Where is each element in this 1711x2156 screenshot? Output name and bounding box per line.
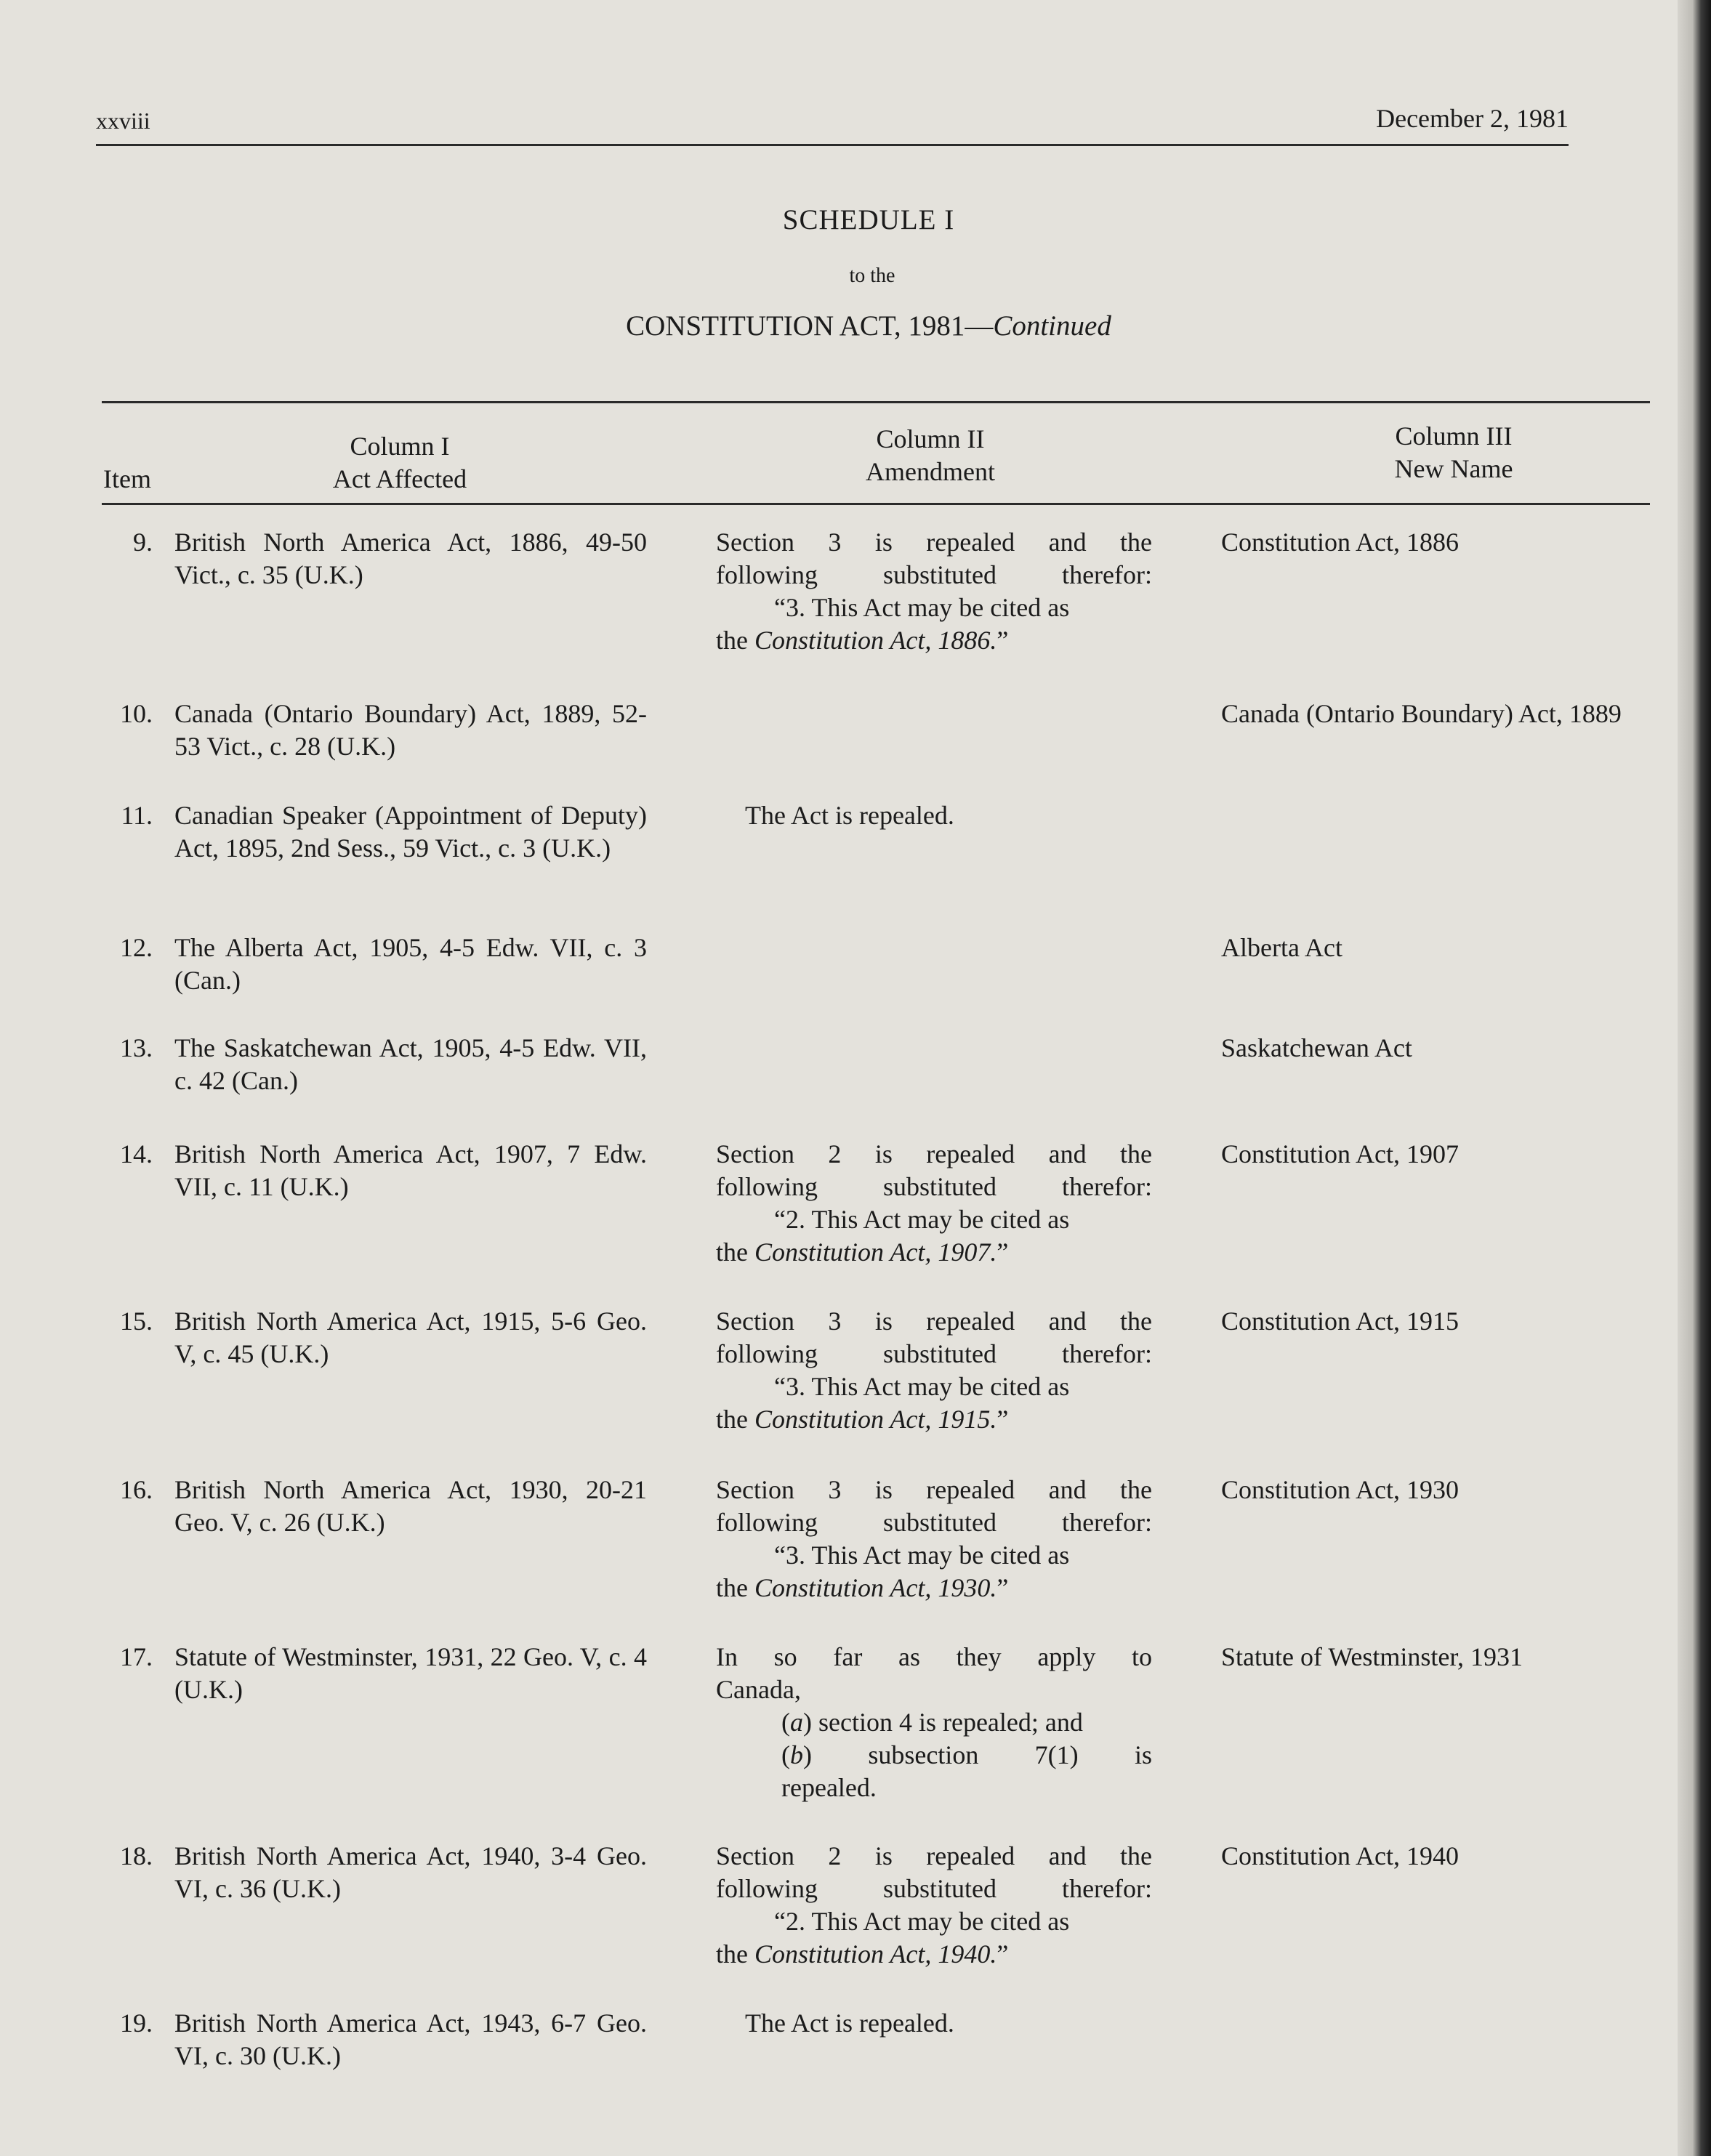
amendment-line: [716, 1403, 1152, 1436]
schedule-title: SCHEDULE I: [782, 204, 955, 235]
page-date: December 2, 1981: [1376, 104, 1569, 133]
amendment-line: Section 2 is repealed and the: [716, 1841, 1152, 1870]
act-affected: Canadian Speaker (Appointment of Deputy) Act, 1895, 2nd Sess., 59 Vict., c. 3 (U.K.): [174, 801, 647, 863]
amendment-line: [716, 1236, 1152, 1269]
amendment-text: ”: [997, 1405, 1009, 1434]
amendment: [716, 2007, 1152, 2040]
column-header-amendment: [749, 423, 1112, 488]
amendment-text: ”: [997, 1573, 1009, 1602]
amendment-line: following substituted therefor:: [716, 1172, 1152, 1201]
item-number: 19.: [120, 2008, 153, 2038]
new-name: Constitution Act, 1930: [1221, 1475, 1460, 1504]
act-affected: British North America Act, 1940, 3-4 Geo. VI, c. 36 (U.K.): [174, 1841, 647, 1903]
column-header-label: Column II: [876, 424, 985, 453]
amendment-line: Section 3 is repealed and the: [716, 528, 1152, 557]
column-header-item: Item: [103, 464, 151, 493]
amendment-text: Constitution Act, 1907.: [754, 1238, 997, 1267]
amendment-text: b: [790, 1740, 803, 1769]
amendment-text: ) subsection 7(1) is: [803, 1740, 1152, 1769]
amendment-text: ) section 4 is repealed; and: [803, 1708, 1083, 1737]
page-header: [96, 104, 1569, 146]
column-header-act-affected: [276, 430, 523, 496]
act-title-continued: Continued: [993, 310, 1111, 342]
new-name: Constitution Act, 1915: [1221, 1307, 1460, 1336]
amendment-line: following substituted therefor:: [716, 1508, 1152, 1537]
amendment-line: following substituted therefor:: [716, 1339, 1152, 1368]
act-title: [0, 310, 1711, 342]
amendment: [716, 1305, 1152, 1436]
amendment: [716, 1840, 1152, 1971]
amendment-text: the: [716, 1238, 754, 1267]
amendment: [716, 799, 1152, 832]
amendment-text: the: [716, 1939, 754, 1969]
amendment-text: Constitution Act, 1886.: [754, 626, 997, 655]
column-header-label: Act Affected: [332, 464, 467, 493]
amendment-line: repealed.: [781, 1773, 877, 1802]
new-name: Alberta Act: [1221, 933, 1342, 962]
item-number: 13.: [120, 1033, 153, 1062]
amendment-text: the: [716, 1405, 754, 1434]
amendment-line: Section 3 is repealed and the: [716, 1307, 1152, 1336]
column-header-label: New Name: [1394, 454, 1513, 483]
column-header-new-name: [1272, 420, 1635, 485]
column-header-label: Column III: [1395, 421, 1513, 451]
act-affected: The Alberta Act, 1905, 4-5 Edw. VII, c. 3 (Can.): [174, 933, 647, 995]
amendment-line: [716, 1706, 1152, 1739]
new-name: Constitution Act, 1907: [1221, 1139, 1460, 1168]
amendment-line: [716, 1739, 1152, 1772]
amendment-line: Section 2 is repealed and the: [716, 1139, 1152, 1168]
amendment-line: The Act is repealed.: [745, 801, 954, 830]
amendment-line: “2. This Act may be cited as: [774, 1205, 1070, 1234]
amendment-text: the: [716, 1573, 754, 1602]
amendment-line: “3. This Act may be cited as: [774, 593, 1070, 622]
act-affected: British North America Act, 1915, 5-6 Geo. V, c. 45 (U.K.): [174, 1307, 647, 1368]
amendment-text: (: [781, 1740, 790, 1769]
amendment: [716, 1474, 1152, 1604]
amendment-line: In so far as they apply to: [716, 1642, 1152, 1671]
item-number: 17.: [120, 1642, 153, 1671]
amendment-text: Constitution Act, 1930.: [754, 1573, 997, 1602]
item-number: 10.: [120, 699, 153, 728]
new-name: Saskatchewan Act: [1221, 1033, 1412, 1062]
item-number: 9.: [133, 528, 153, 557]
item-number: 12.: [120, 933, 153, 962]
amendment-text: a: [790, 1708, 803, 1737]
amendment-line: Section 3 is repealed and the: [716, 1475, 1152, 1504]
amendment-line: The Act is repealed.: [745, 2008, 954, 2038]
amendment-line: “3. This Act may be cited as: [774, 1372, 1070, 1401]
amendment-line: “3. This Act may be cited as: [774, 1541, 1070, 1570]
amendment-line: [716, 1572, 1152, 1604]
new-name: Canada (Ontario Boundary) Act, 1889: [1221, 699, 1622, 728]
schedule-subtitle: to the: [849, 265, 895, 287]
amendment-line: [716, 1938, 1152, 1971]
act-affected: Statute of Westminster, 1931, 22 Geo. V, c. 4 (U.K.): [174, 1642, 647, 1704]
act-affected: British North America Act, 1943, 6-7 Geo. VI, c. 30 (U.K.): [174, 2008, 647, 2070]
act-affected: British North America Act, 1886, 49-50 Vict., c. 35 (U.K.): [174, 528, 647, 589]
new-name: Statute of Westminster, 1931: [1221, 1642, 1523, 1671]
table-header-rule: [102, 503, 1650, 505]
column-header-label: Amendment: [866, 457, 995, 486]
column-header-label: Column I: [350, 432, 450, 461]
amendment-text: ”: [997, 1238, 1009, 1267]
act-affected: British North America Act, 1930, 20-21 Geo. V, c. 26 (U.K.): [174, 1475, 647, 1537]
item-number: 15.: [120, 1307, 153, 1336]
amendment-text: (: [781, 1708, 790, 1737]
item-number: 18.: [120, 1841, 153, 1870]
amendment-text: Constitution Act, 1940.: [754, 1939, 997, 1969]
act-affected: Canada (Ontario Boundary) Act, 1889, 52-53 Vict., c. 28 (U.K.): [174, 699, 647, 761]
table-top-rule: [102, 401, 1650, 403]
amendment-line: [716, 624, 1152, 657]
amendment: [716, 1138, 1152, 1269]
amendment: [716, 1641, 1152, 1804]
amendment-line: following substituted therefor:: [716, 560, 1152, 589]
act-affected: The Saskatchewan Act, 1905, 4-5 Edw. VII, c. 42 (Can.): [174, 1033, 647, 1095]
amendment-text: ”: [997, 626, 1009, 655]
amendment-line: Canada,: [716, 1675, 801, 1704]
new-name: Constitution Act, 1940: [1221, 1841, 1460, 1870]
amendment: [716, 526, 1152, 657]
item-number: 11.: [121, 801, 153, 830]
page-number: xxviii: [96, 108, 150, 134]
amendment-line: “2. This Act may be cited as: [774, 1907, 1070, 1936]
item-number: 14.: [120, 1139, 153, 1168]
amendment-text: ”: [997, 1939, 1009, 1969]
amendment-text: Constitution Act, 1915.: [754, 1405, 997, 1434]
item-number: 16.: [120, 1475, 153, 1504]
new-name: Constitution Act, 1886: [1221, 528, 1460, 557]
amendment-line: following substituted therefor:: [716, 1874, 1152, 1903]
act-affected: British North America Act, 1907, 7 Edw. VII, c. 11 (U.K.): [174, 1139, 647, 1201]
act-title-main: CONSTITUTION ACT, 1981—: [626, 310, 994, 342]
amendment-text: the: [716, 626, 754, 655]
